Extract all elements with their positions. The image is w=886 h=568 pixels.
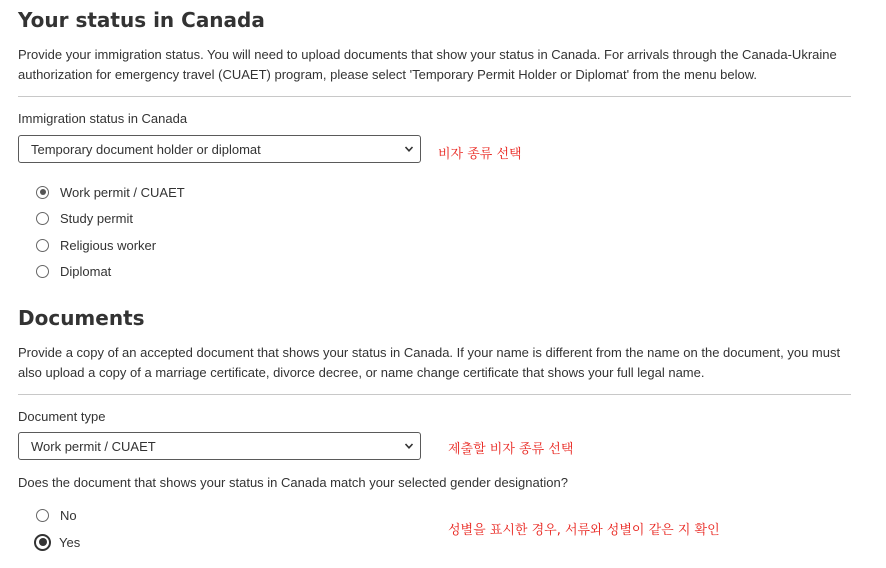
- radio-label: Yes: [59, 534, 81, 550]
- radio-option-yes[interactable]: [34, 532, 80, 552]
- radio-button[interactable]: [36, 186, 49, 199]
- status-annotation: 비자 종류 선택: [438, 147, 522, 162]
- chevron-down-icon: [404, 441, 414, 451]
- divider: [18, 96, 851, 97]
- document-type-value: Work permit / CUAET: [31, 438, 156, 454]
- immigration-status-select[interactable]: [18, 135, 421, 163]
- gender-radio-group: [34, 505, 80, 552]
- radio-button[interactable]: [34, 534, 51, 551]
- radio-label: Study permit: [60, 211, 133, 226]
- radio-button[interactable]: [36, 265, 49, 278]
- gender-question: Does the document that shows your status in Canada match your selected gender designation?: [18, 475, 568, 490]
- document-type-select[interactable]: [18, 432, 421, 460]
- radio-option-work-permit[interactable]: [36, 182, 185, 202]
- status-description: Provide your immigration status. You will need to upload documents that show your status in Canada. For arrivals through the Canada-Ukraine authorization for emergency travel (CUAET) program, please select 'Temporary Permit Holder or Diplomat' from the menu below.: [18, 47, 837, 82]
- radio-option-no[interactable]: [34, 505, 80, 525]
- radio-button[interactable]: [36, 212, 49, 225]
- immigration-status-value: Temporary document holder or diplomat: [31, 141, 261, 157]
- radio-button[interactable]: [36, 509, 49, 522]
- status-radio-group: [36, 182, 185, 282]
- divider: [18, 394, 851, 395]
- documents-heading: Documents: [18, 306, 145, 330]
- radio-option-study-permit[interactable]: [36, 209, 185, 229]
- radio-label: No: [60, 507, 77, 523]
- radio-label: Work permit / CUAET: [60, 184, 185, 200]
- radio-option-religious-worker[interactable]: [36, 235, 185, 255]
- documents-description: Provide a copy of an accepted document that shows your status in Canada. If your name is different from the name on the document, you must also upload a copy of a marriage certificate, divorce decree, or name change certificate that shows your full legal name.: [18, 345, 841, 380]
- radio-label: Religious worker: [60, 237, 157, 253]
- immigration-status-label: Immigration status in Canada: [18, 111, 188, 126]
- document-type-label: Document type: [18, 409, 106, 424]
- gender-annotation: 성별을 표시한 경우, 서류와 성별이 같은 지 확인: [448, 523, 720, 538]
- status-heading: Your status in Canada: [18, 8, 265, 32]
- document-type-annotation: 제출할 비자 종류 선택: [448, 442, 574, 457]
- radio-button[interactable]: [36, 239, 49, 252]
- radio-option-diplomat[interactable]: [36, 262, 185, 282]
- radio-label: Diplomat: [60, 264, 112, 279]
- chevron-down-icon: [404, 144, 414, 154]
